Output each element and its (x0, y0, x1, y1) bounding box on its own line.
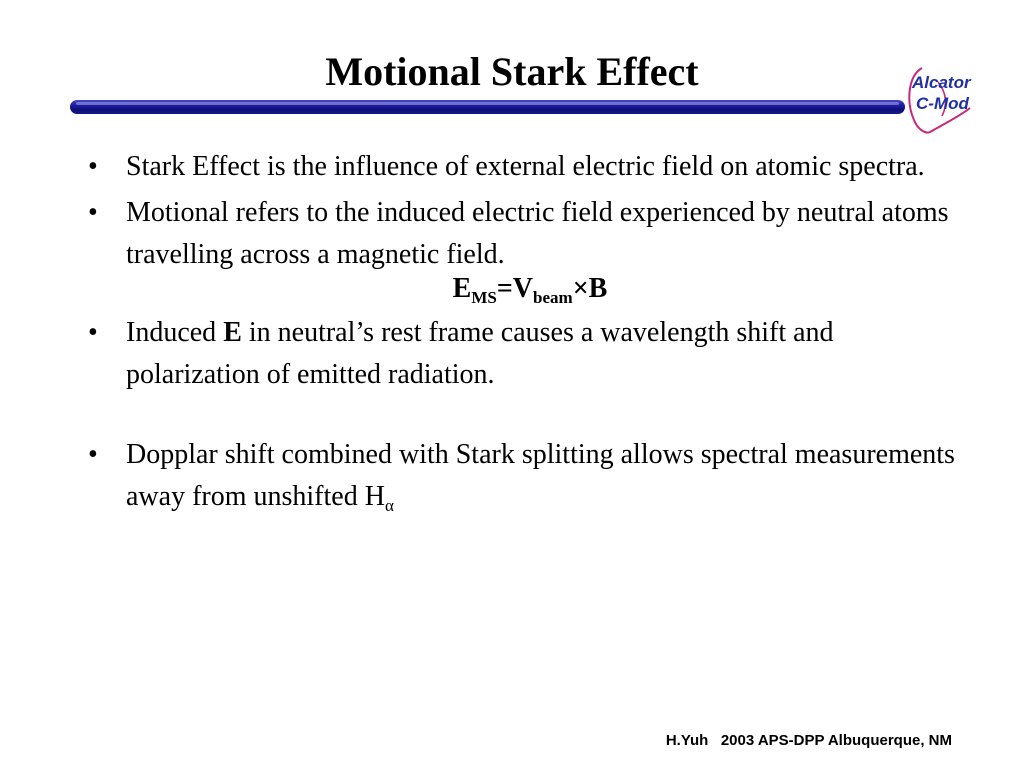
eq-v-sub: beam (533, 288, 573, 307)
slide-title: Motional Stark Effect (325, 49, 699, 94)
bullet-text-sub: α (384, 496, 394, 515)
bullet-item (84, 312, 964, 396)
eq-v: V (512, 273, 534, 304)
bullet-text: Motional refers to the induced electric field experienced by neutral atoms travelling across a magnetic field. (126, 197, 949, 270)
spacer (84, 400, 964, 434)
logo-line-2: C-Mod (916, 94, 969, 113)
eq-e: E (452, 273, 472, 304)
bullet-text (126, 439, 955, 515)
eq-equals: = (496, 273, 513, 304)
bullet-item (84, 434, 964, 518)
eq-times: × (572, 273, 589, 304)
slide-footer: H.Yuh 2003 APS-DPP Albuquerque, NM (665, 732, 952, 749)
bullet-dot: • (88, 439, 98, 470)
bullet-text: Stark Effect is the influence of external electric field on atomic spectra. (126, 151, 925, 182)
bullet-text-bold: E (223, 317, 242, 348)
logo-line-1: Alcator (912, 73, 971, 92)
bullet-dot: • (88, 317, 98, 348)
bullet-text-post: in neutral’s rest frame causes a wavelength shift and polarization of emitted radiation. (126, 317, 834, 390)
bullet-item (84, 192, 964, 276)
bullet-text (126, 317, 834, 390)
bullet-dot: • (88, 151, 98, 182)
bullet-item (84, 146, 964, 188)
eq-e-sub: MS (471, 288, 497, 307)
alcator-cmod-logo (904, 62, 984, 140)
equation-ems (84, 272, 964, 306)
bullet-dot: • (88, 197, 98, 228)
eq-b: B (588, 273, 608, 304)
bullet-text-main: Dopplar shift combined with Stark splitting allows spectral measurements away from unshifted H (126, 439, 955, 512)
title-underline-bar (70, 100, 905, 114)
bullet-list (84, 146, 964, 522)
bullet-text-pre: Induced (126, 317, 224, 348)
